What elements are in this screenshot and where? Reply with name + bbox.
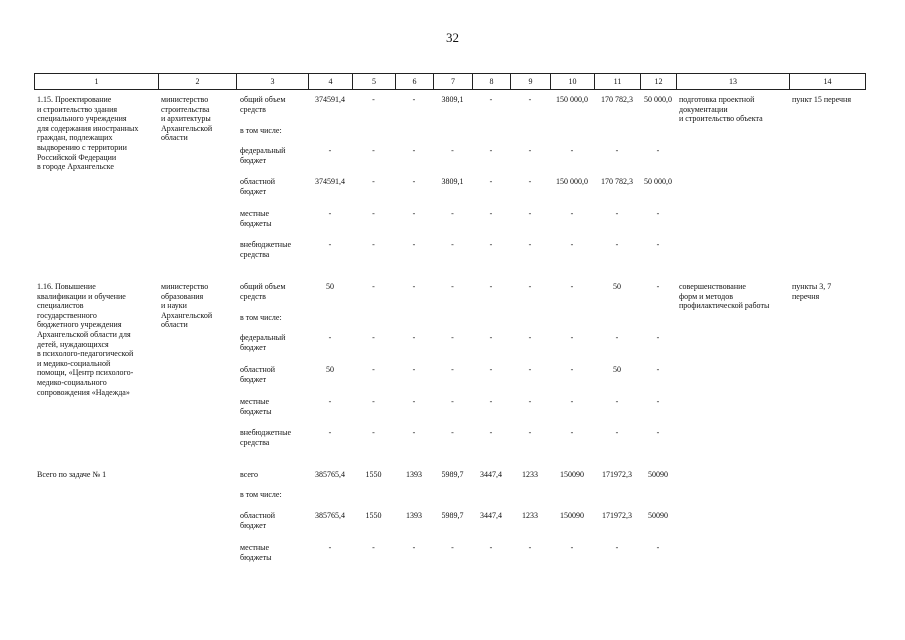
row-1-15-value-cell: - [328, 146, 332, 155]
row-1-16-title: сопровождения «Надежда» [37, 387, 130, 397]
row-1-15-value-cell: - [528, 240, 532, 249]
row-1-16-title: бюджетного учреждения [37, 320, 122, 330]
row-1-15-title: 1.15. Проектирование [37, 95, 112, 104]
column-header-11: 11 [594, 74, 640, 89]
row-1-16-value-cell: - [451, 365, 454, 374]
row-1-15-executor: области [161, 133, 188, 143]
row-total-value-cell: 1550 [365, 470, 382, 479]
row-1-16-source-label: бюджеты [240, 406, 272, 416]
row-1-16-executor: области [161, 320, 188, 330]
row-total-value-cell: - [328, 543, 332, 552]
row-1-15-value-cell: - [412, 146, 416, 155]
row-1-15-value-cell: - [528, 146, 532, 155]
column-header-14: 14 [789, 74, 866, 89]
row-1-16-value-cell: - [656, 365, 660, 374]
row-total-value-cell: - [372, 543, 375, 552]
row-1-16-ref: перечня [792, 291, 820, 301]
row-1-15-value-cell: 50 000,0 [644, 95, 672, 104]
row-total-value-cell: - [528, 543, 532, 552]
row-1-15-source-label: местные [240, 209, 270, 218]
row-1-15-note: подготовка проектной [679, 95, 755, 104]
row-1-15-value-cell: 150 000,0 [556, 177, 588, 186]
table-header-row [34, 73, 866, 90]
column-header-2: 2 [158, 74, 236, 89]
row-1-15-value-cell: - [615, 209, 619, 218]
row-1-16-value-cell: - [372, 428, 375, 437]
row-1-16-value-cell: - [528, 282, 532, 291]
row-1-15-executor: и архитектуры [161, 114, 211, 124]
column-header-8: 8 [472, 74, 510, 89]
row-1-16-note: форм и методов [679, 291, 734, 301]
row-total-value-cell: 1550 [365, 511, 382, 520]
row-1-16-value-cell: - [570, 333, 574, 342]
row-total-value-cell: 1233 [522, 470, 538, 479]
row-total-value-cell: 3447,4 [480, 470, 502, 479]
row-1-15-value-cell: - [489, 95, 493, 104]
row-1-16-executor: и науки [161, 301, 187, 311]
row-total-value-cell: - [412, 543, 416, 552]
column-header-4: 4 [308, 74, 352, 89]
row-1-16-value-cell: - [570, 397, 574, 406]
row-1-16-executor: министерство [161, 282, 209, 291]
row-1-16-value-cell: - [528, 333, 532, 342]
row-1-16-executor: Архангельской [161, 310, 213, 320]
row-1-15-value-cell: - [451, 146, 454, 155]
row-1-16-value-cell: - [372, 397, 375, 406]
row-1-16-value-cell: - [489, 365, 493, 374]
row-1-16-source-label: в том числе: [240, 313, 282, 322]
row-1-15-note: документации [679, 104, 728, 114]
row-1-15-executor: Архангельской [161, 123, 213, 133]
row-1-16-value-cell: - [451, 282, 454, 291]
row-1-16-value-cell: - [528, 397, 532, 406]
row-1-16-title: в психолого-педагогической [37, 349, 134, 359]
row-1-16-value-cell: - [528, 428, 532, 437]
row-total-value-cell: 385765,4 [315, 470, 345, 479]
row-1-15-source-label: бюджет [240, 155, 267, 165]
row-1-15-title: Российской Федерации [37, 152, 117, 162]
row-1-16-value-cell: 50 [613, 365, 621, 374]
row-total-value-cell: 171972,3 [602, 511, 632, 520]
row-1-15-title: специального учреждения [37, 114, 127, 124]
row-1-16-note: профилактической работы [679, 301, 770, 311]
row-1-15-value-cell: - [528, 209, 532, 218]
row-1-16-title: и медико-социальной [37, 358, 111, 368]
row-1-15-value-cell: - [489, 209, 493, 218]
row-1-16-title: Архангельской области для [37, 330, 131, 339]
row-1-15-value-cell: - [412, 95, 416, 104]
row-1-16-value-cell: - [656, 333, 660, 342]
row-1-16-value-cell: - [615, 397, 619, 406]
row-1-16-value-cell: - [412, 365, 416, 374]
row-1-16-executor: образования [161, 291, 204, 301]
row-total-value-cell: 150090 [560, 511, 584, 520]
column-header-3: 3 [236, 74, 308, 89]
row-1-15-value-cell: - [656, 209, 660, 218]
row-1-16-title: квалификации и обучение [37, 291, 126, 301]
row-total-value-cell: 50090 [648, 470, 668, 479]
column-header-5: 5 [352, 74, 395, 89]
row-1-15-value-cell: - [489, 146, 493, 155]
row-total-source-label: бюджет [240, 520, 267, 530]
row-1-15-value-cell: - [412, 177, 416, 186]
row-1-16-value-cell: - [570, 282, 574, 291]
row-1-16-title: 1.16. Повышение [37, 282, 96, 291]
row-1-15-value-cell: - [451, 240, 454, 249]
row-1-15-executor: министерство [161, 95, 209, 104]
row-1-16-source-label: средств [240, 291, 266, 301]
row-1-15-value-cell: 3809,1 [441, 177, 464, 186]
row-1-15-source-label: областной [240, 177, 276, 186]
row-1-15-title: в городе Архангельске [37, 162, 114, 172]
row-1-16-value-cell: - [489, 333, 493, 342]
row-1-16-value-cell: - [451, 397, 454, 406]
row-1-15-source-label: средств [240, 104, 266, 114]
row-1-16-title: помощи, «Центр психолого- [37, 368, 134, 378]
row-1-16-value-cell: - [328, 397, 332, 406]
column-header-1: 1 [34, 74, 158, 89]
row-1-16-value-cell: 50 [326, 365, 334, 374]
row-total-value-cell: - [489, 543, 493, 552]
row-1-15-value-cell: - [328, 240, 332, 249]
row-1-16-value-cell: - [656, 428, 660, 437]
row-1-16-source-label: федеральный [240, 333, 286, 342]
row-total-source-label: всего [240, 470, 259, 479]
row-1-15-value-cell: - [656, 146, 660, 155]
column-header-12: 12 [640, 74, 676, 89]
row-1-16-value-cell: - [656, 282, 660, 291]
row-1-15-value-cell: - [412, 240, 416, 249]
row-1-15-source-label: в том числе: [240, 126, 282, 135]
row-1-16-value-cell: - [328, 333, 332, 342]
row-1-15-value-cell: - [489, 177, 493, 186]
row-1-15-value-cell: 374591,4 [315, 95, 345, 104]
column-header-13: 13 [676, 74, 789, 89]
row-1-15-note: и строительство объекта [679, 114, 763, 124]
row-1-15-value-cell: - [615, 146, 619, 155]
row-1-15-value-cell: 50 000,0 [644, 177, 672, 186]
row-total-title: Всего по задаче № 1 [37, 470, 107, 479]
row-1-15-value-cell: - [328, 209, 332, 218]
row-1-16-source-label: бюджет [240, 342, 267, 352]
row-1-15-value-cell: 150 000,0 [556, 95, 588, 104]
row-total-value-cell: 3447,4 [480, 511, 502, 520]
row-total-value-cell: 1393 [406, 470, 422, 479]
row-1-15-title: и строительство здания [37, 104, 118, 114]
row-1-16-value-cell: - [489, 428, 493, 437]
row-1-16-value-cell: - [412, 333, 416, 342]
row-1-16-value-cell: - [570, 428, 574, 437]
row-1-15-value-cell: - [528, 95, 532, 104]
row-1-16-value-cell: - [372, 365, 375, 374]
row-1-15-value-cell: - [372, 177, 375, 186]
row-1-16-value-cell: 50 [613, 282, 621, 291]
row-1-16-source-label: внебюджетные [240, 428, 291, 437]
row-1-16-value-cell: - [615, 333, 619, 342]
row-1-15-value-cell: - [528, 177, 532, 186]
row-1-15-value-cell: 170 782,3 [601, 177, 633, 186]
column-header-6: 6 [395, 74, 433, 89]
row-1-16-value-cell: - [528, 365, 532, 374]
row-1-15-source-label: общий объем [240, 95, 286, 104]
row-1-16-value-cell: - [328, 428, 332, 437]
row-total-value-cell: - [615, 543, 619, 552]
row-total-value-cell: 5989,7 [441, 511, 464, 520]
row-1-15-value-cell: 170 782,3 [601, 95, 633, 104]
row-1-15-title: выдворению с территории [37, 143, 127, 152]
row-total-value-cell: 50090 [648, 511, 668, 520]
row-1-15-title: граждан, подлежащих [37, 133, 113, 143]
row-1-15-executor: строительства [161, 104, 210, 114]
row-1-15-value-cell: - [615, 240, 619, 249]
row-1-16-ref: пункты 3, 7 [792, 282, 832, 291]
row-total-source-label: местные [240, 543, 270, 552]
row-1-16-note: совершенствование [679, 282, 746, 291]
row-1-16-value-cell: - [372, 333, 375, 342]
row-total-value-cell: 150090 [560, 470, 584, 479]
row-total-source-label: бюджеты [240, 552, 272, 562]
row-1-16-source-label: бюджет [240, 374, 267, 384]
row-total-value-cell: - [656, 543, 660, 552]
row-1-16-source-label: общий объем [240, 282, 286, 291]
row-1-15-value-cell: - [451, 209, 454, 218]
row-1-16-title: медико-социального [37, 378, 107, 387]
row-1-15-title: для содержания иностранных [37, 123, 139, 133]
row-1-16-title: специалистов [37, 301, 84, 311]
row-1-16-value-cell: - [489, 282, 493, 291]
row-1-15-ref: пункт 15 перечня [792, 95, 852, 104]
row-total-value-cell: - [451, 543, 454, 552]
row-1-15-value-cell: - [570, 146, 574, 155]
row-1-16-value-cell: - [412, 282, 416, 291]
row-1-16-value-cell: - [489, 397, 493, 406]
page-number: 32 [446, 30, 459, 45]
row-1-16-value-cell: - [412, 397, 416, 406]
row-total-value-cell: 385765,4 [315, 511, 345, 520]
row-1-15-source-label: внебюджетные [240, 240, 291, 249]
row-total-value-cell: 171972,3 [602, 470, 632, 479]
row-total-value-cell: 1233 [522, 511, 538, 520]
row-1-16-value-cell: - [451, 428, 454, 437]
row-1-16-value-cell: - [615, 428, 619, 437]
row-1-16-title: детей, нуждающихся [37, 339, 109, 349]
row-total-value-cell: - [570, 543, 574, 552]
row-1-15-value-cell: - [570, 240, 574, 249]
row-1-15-value-cell: - [489, 240, 493, 249]
row-1-15-value-cell: - [372, 146, 375, 155]
row-1-16-source-label: средства [240, 437, 270, 447]
column-header-7: 7 [433, 74, 472, 89]
row-1-15-value-cell: - [372, 209, 375, 218]
row-1-16-value-cell: - [412, 428, 416, 437]
row-1-15-value-cell: - [372, 240, 375, 249]
column-header-9: 9 [510, 74, 550, 89]
row-1-16-source-label: местные [240, 397, 270, 406]
row-1-16-value-cell: - [656, 397, 660, 406]
row-1-15-value-cell: 374591,4 [315, 177, 345, 186]
row-1-15-value-cell: - [656, 240, 660, 249]
row-1-16-source-label: областной [240, 365, 276, 374]
row-1-15-value-cell: - [412, 209, 416, 218]
row-total-source-label: в том числе: [240, 490, 282, 499]
row-1-15-source-label: средства [240, 249, 270, 259]
row-total-source-label: областной [240, 511, 276, 520]
row-1-15-value-cell: 3809,1 [441, 95, 464, 104]
row-1-16-value-cell: - [451, 333, 454, 342]
row-1-15-source-label: бюджет [240, 186, 267, 196]
row-total-value-cell: 1393 [406, 511, 422, 520]
row-total-value-cell: 5989,7 [441, 470, 464, 479]
row-1-16-value-cell: - [372, 282, 375, 291]
row-1-16-value-cell: 50 [326, 282, 334, 291]
row-1-15-source-label: федеральный [240, 146, 286, 155]
row-1-15-value-cell: - [372, 95, 375, 104]
row-1-15-value-cell: - [570, 209, 574, 218]
row-1-15-source-label: бюджеты [240, 218, 272, 228]
row-1-16-value-cell: - [570, 365, 574, 374]
row-1-16-title: государственного [37, 310, 97, 320]
column-header-10: 10 [550, 74, 594, 89]
